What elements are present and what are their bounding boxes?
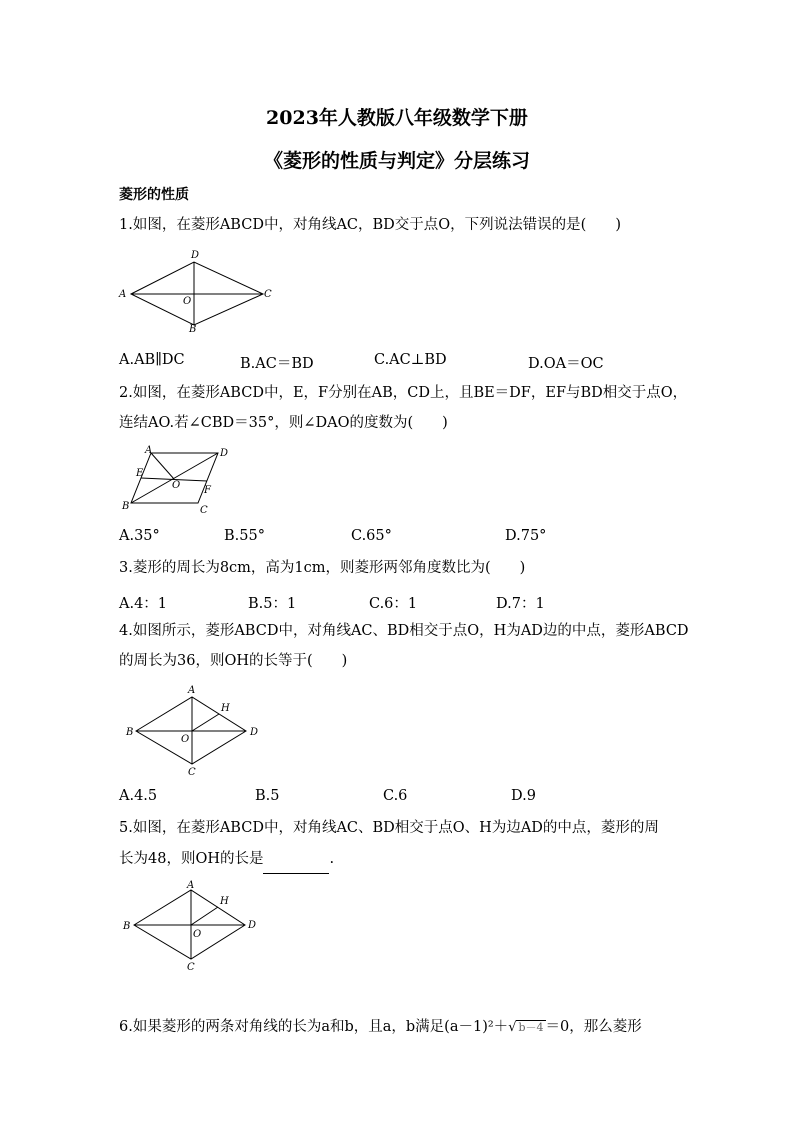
q4-option-d[interactable]: D.9 — [511, 788, 536, 804]
q3-option-c[interactable]: C.6：1 — [369, 596, 418, 612]
figure-2-label-o: O — [172, 480, 181, 491]
question-5-line-2 — [119, 844, 704, 874]
q2-option-b[interactable]: B.55° — [224, 528, 265, 544]
question-6-text-before: 6.如果菱形的两条对角线的长为a和b，且a，b满足(a－1)²＋ — [119, 1019, 509, 1035]
q2-option-d[interactable]: D.75° — [505, 528, 547, 544]
question-1-options — [119, 352, 704, 376]
figure-2-label-b: B — [122, 501, 130, 512]
question-6-text — [119, 1012, 704, 1043]
figure-4-label-h: H — [221, 703, 230, 714]
q1-option-d[interactable]: D.OA＝OC — [528, 356, 604, 372]
question-4-line-2: 的周长为36，则OH的长等于( ) — [119, 653, 348, 669]
q3-option-d[interactable]: D.7：1 — [496, 596, 545, 612]
document-subtitle: 《菱形的性质与判定》分层练习 — [263, 150, 530, 172]
figure-5-label-d: D — [248, 920, 257, 931]
q4-option-a[interactable]: A.4.5 — [119, 788, 158, 804]
question-5-line-1: 5.如图，在菱形ABCD中，对角线AC、BD相交于点O、H为边AD的中点，菱形的周 — [119, 820, 659, 836]
figure-2-label-e: E — [136, 468, 144, 479]
section-heading: 菱形的性质 — [119, 187, 189, 203]
figure-1-label-b: B — [189, 324, 197, 334]
q2-option-a[interactable]: A.35° — [119, 528, 160, 544]
q1-option-c[interactable]: C.AC⊥BD — [374, 352, 447, 368]
question-3-text: 3.菱形的周长为8cm，高为1cm，则菱形两邻角度数比为( ) — [119, 560, 526, 576]
question-4-figure — [120, 682, 268, 778]
document-title: 2023年人教版八年级数学下册 — [266, 107, 528, 129]
question-2-line-1: 2.如图，在菱形ABCD中，E，F分别在AB，CD上，且BE＝DF，EF与BD相交于点O， — [119, 385, 688, 401]
q1-option-a[interactable]: A.AB∥DC — [119, 352, 185, 368]
question-2-line-2: 连结AO.若∠CBD＝35°，则∠DAO的度数为( ) — [119, 415, 448, 431]
question-2-options — [119, 528, 704, 552]
question-4-options — [119, 788, 704, 812]
figure-1-label-d: D — [191, 250, 200, 261]
answer-blank[interactable] — [263, 857, 329, 874]
figure-2-label-a: A — [145, 445, 153, 456]
figure-4-label-a: A — [188, 685, 196, 696]
figure-1-label-a: A — [119, 289, 127, 300]
sqrt-content: b－4 — [518, 1021, 544, 1034]
figure-5-label-b: B — [123, 921, 131, 932]
figure-1-label-o: O — [183, 296, 192, 307]
figure-2-label-f: F — [204, 485, 211, 496]
question-1-figure — [115, 248, 275, 334]
sqrt-icon: √ — [508, 1020, 517, 1035]
figure-4-label-d: D — [250, 727, 259, 738]
figure-5-label-c: C — [187, 962, 195, 973]
question-2-figure — [115, 443, 240, 518]
q4-option-b[interactable]: B.5 — [255, 788, 280, 804]
q1-option-b[interactable]: B.AC＝BD — [240, 356, 314, 372]
q2-option-c[interactable]: C.65° — [351, 528, 392, 544]
q3-option-a[interactable]: A.4：1 — [119, 596, 168, 612]
figure-5-label-h: H — [220, 896, 229, 907]
question-5-text-after-blank: . — [329, 851, 335, 867]
figure-2-label-c: C — [200, 505, 208, 516]
question-4-line-1: 4.如图所示，菱形ABCD中，对角线AC、BD相交于点O，H为AD边的中点，菱形ABCD — [119, 623, 689, 639]
q4-option-c[interactable]: C.6 — [383, 788, 408, 804]
figure-5-label-o: O — [193, 929, 202, 940]
question-6-text-after: ＝0，那么菱形 — [545, 1019, 642, 1035]
figure-4-label-o: O — [181, 734, 190, 745]
question-5-figure — [118, 878, 268, 974]
figure-1-label-c: C — [264, 289, 272, 300]
figure-5-label-a: A — [187, 880, 195, 891]
q3-option-b[interactable]: B.5：1 — [248, 596, 297, 612]
figure-4-label-c: C — [188, 767, 196, 778]
figure-2-label-d: D — [220, 448, 229, 459]
question-3-options — [119, 592, 704, 616]
figure-4-label-b: B — [126, 727, 134, 738]
question-1-text: 1.如图，在菱形ABCD中，对角线AC，BD交于点O，下列说法错误的是( ) — [119, 217, 621, 233]
question-5-text-before-blank: 长为48，则OH的长是 — [119, 851, 264, 867]
